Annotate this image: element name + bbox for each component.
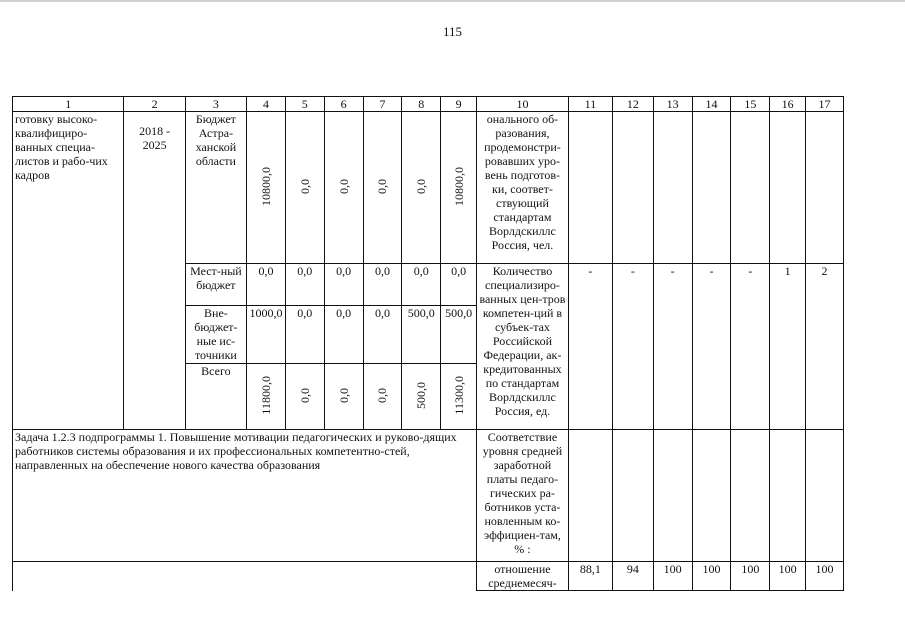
col-header: 2: [124, 97, 185, 112]
value-cell: 11300,0: [451, 375, 466, 415]
indicator-value: 1: [770, 264, 806, 430]
col-header: 8: [402, 97, 441, 112]
value-cell: 0,0: [285, 264, 324, 306]
value-cell: 0,0: [363, 264, 402, 306]
indicator-value: 100: [692, 562, 731, 591]
value-cell: 10800,0: [451, 166, 466, 206]
value-cell: 0,0: [336, 178, 351, 194]
indicator-value: -: [568, 264, 612, 430]
col-header: 10: [476, 97, 568, 112]
value-cell: 0,0: [285, 306, 324, 364]
value-cell: 11800,0: [258, 375, 273, 415]
value-cell: 0,0: [324, 264, 363, 306]
col-header: 11: [568, 97, 612, 112]
indicator-value: -: [612, 264, 653, 430]
indicator-value: 2: [806, 264, 844, 430]
source-cell: Вне-бюджет-ные ис-точники: [185, 306, 246, 364]
value-cell: 0,0: [402, 264, 441, 306]
value-cell: 0,0: [324, 306, 363, 364]
value-cell: 0,0: [297, 387, 312, 403]
source-cell: Мест-ный бюджет: [185, 264, 246, 306]
indicator-value: -: [692, 264, 731, 430]
task-description: Задача 1.2.3 подпрограммы 1. Повышение мотивации педагогических и руково-дящих работников системы образования и их профессиональных компетентно-стей, направленных на обеспечение нового качества образования: [13, 430, 477, 562]
source-cell: Всего: [185, 364, 246, 430]
page-top-edge: [0, 0, 905, 2]
col-header: 17: [806, 97, 844, 112]
indicator-value: -: [731, 264, 770, 430]
col-header: 4: [247, 97, 286, 112]
activity-name: готовку высоко-квалифициро-ванных специа-листов и рабо-чих кадров: [13, 112, 124, 430]
col-header: 5: [285, 97, 324, 112]
col-header: 14: [692, 97, 731, 112]
source-cell: Бюджет Астра-ханской области: [185, 112, 246, 264]
value-cell: 0,0: [414, 178, 429, 194]
col-header: 9: [441, 97, 477, 112]
col-header: 13: [653, 97, 692, 112]
col-header: 7: [363, 97, 402, 112]
task-row: [13, 430, 844, 562]
indicator-name: Соответствие уровня средней заработной платы педаго-гических ра-ботников уста-новленным ко-эффициен-там, % :: [476, 430, 568, 562]
indicator-value: 100: [653, 562, 692, 591]
page-number: 115: [442, 24, 463, 39]
value-cell: 500,0: [402, 306, 441, 364]
value-cell: 0,0: [363, 306, 402, 364]
period-cell: 2018 - 2025: [124, 112, 185, 430]
header-row: [13, 97, 844, 112]
indicator-value: 100: [731, 562, 770, 591]
col-header: 6: [324, 97, 363, 112]
value-cell: 0,0: [247, 264, 286, 306]
value-cell: 10800,0: [258, 166, 273, 206]
col-header: 16: [770, 97, 806, 112]
col-header: 15: [731, 97, 770, 112]
indicator-value: -: [653, 264, 692, 430]
col-header: 3: [185, 97, 246, 112]
indicator-name: Количество специализиро-ванных цен-тров компетен-ций в субъек-тах Российской Федерации, ак-кредитованных по стандартам Ворлдскиллс Россия, ед.: [476, 264, 568, 430]
value-cell: 0,0: [441, 264, 477, 306]
value-cell: 1000,0: [247, 306, 286, 364]
value-cell: 0,0: [336, 387, 351, 403]
program-table: [12, 96, 844, 591]
value-cell: 0,0: [375, 387, 390, 403]
col-header: 1: [13, 97, 124, 112]
value-cell: 0,0: [297, 178, 312, 194]
indicator-value: 100: [770, 562, 806, 591]
value-cell: 500,0: [414, 381, 429, 409]
indicator-value: 100: [806, 562, 844, 591]
indicator-name: отношение среднемесяч-: [476, 562, 568, 591]
indicator-name: онального об-разования, продемонстри-ровавших уро-вень подготов-ки, соответ-ствующий стандартам Ворлдскиллс Россия, чел.: [476, 112, 568, 264]
indicator-value: 88,1: [568, 562, 612, 591]
indicator-value: 94: [612, 562, 653, 591]
col-header: 12: [612, 97, 653, 112]
table-row: [13, 112, 844, 264]
table-row: [13, 562, 844, 591]
value-cell: 500,0: [441, 306, 477, 364]
value-cell: 0,0: [375, 178, 390, 194]
